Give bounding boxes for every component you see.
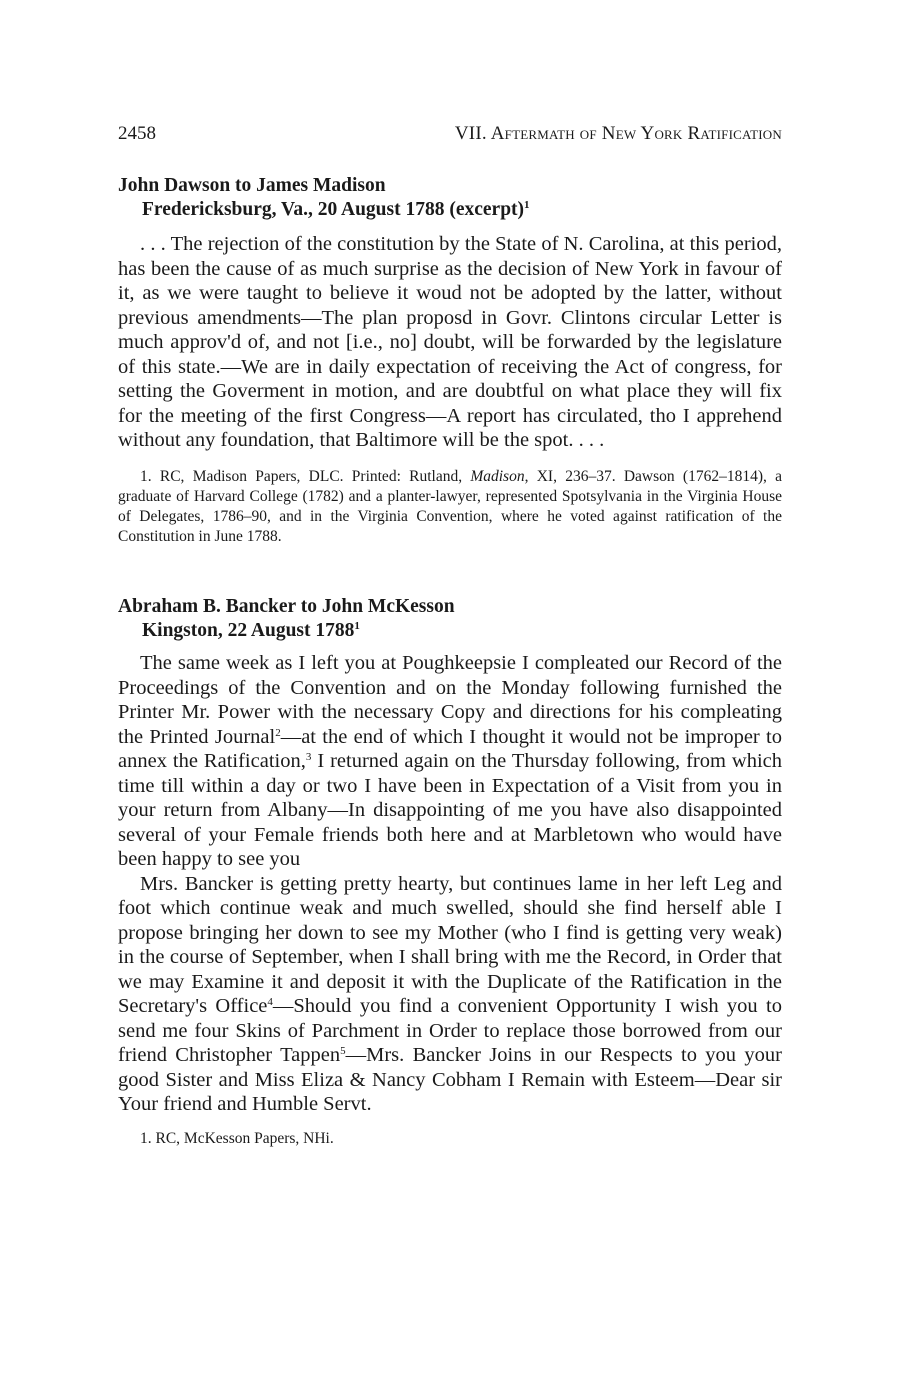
paragraph-text: —Should you find a convenient Opportunity I wish you to send me four Skins of Parchment in Order to replace those borrowed from our friend Christopher Tappen <box>118 995 782 1066</box>
footnote-marker: 5 <box>340 1045 346 1057</box>
letter-bancker-to-mckesson <box>118 595 782 1149</box>
footnote-marker: 3 <box>305 751 312 763</box>
letter-place-date <box>118 619 782 643</box>
letter-heading <box>118 174 782 222</box>
body-paragraph <box>118 651 782 872</box>
page-number: 2458 <box>118 123 156 144</box>
letter-body <box>118 651 782 1117</box>
paragraph-text: The same week as I left you at Poughkeepsie I compleated our Record of the Proceedings of the Convention and on the Monday following furnished the Printer Mr. Power with the necessary Copy and directions for his compleating the Printed Journal <box>118 652 782 748</box>
body-paragraph <box>118 872 782 1117</box>
letter-dawson-to-madison <box>118 174 782 547</box>
footnote-marker: 1 <box>524 199 530 211</box>
paragraph-text: I returned again on the Thursday following, from which time till within a day or two I have been in Expectation of a Visit from you in your return from Albany—In disappointing of me you have also disappointed several of your Female friends both here and at Marbletown who would have been happy to see you <box>118 750 782 870</box>
letter-body <box>118 232 782 453</box>
footnote-italic-title: Madison <box>470 467 525 485</box>
letter-place-date <box>118 198 782 222</box>
footnote <box>118 467 782 547</box>
letter-title: John Dawson to James Madison <box>118 175 386 196</box>
footnote: 1. RC, McKesson Papers, NHi. <box>140 1129 334 1147</box>
body-paragraph: . . . The rejection of the constitution by the State of N. Carolina, at this period, has been the cause of as much surprise as the decision of New York in favour of it, as we were taught to believe it woud not be adopted by the latter, without previous amendments—The plan proposd in Govr. Clintons circular Letter is much approv'd of, and not [i.e., no] doubt, will be forwarded by the legislature of this state.—We are in daily expectation of receiving the Act of congress, for setting the Goverment in motion, and are doubtful on what place they will fix for the meeting of the first Congress—A report has circulated, tho I apprehend without any foundation, that Baltimore will be the spot. . . . <box>118 233 782 451</box>
footnote-text: , XI, 236–37. Dawson (1762–1814), a graduate of Harvard College (1782) and a planter-lawyer, represented Spotsylvania in the Virginia House of Delegates, 1786–90, and in the Virginia Convention, where he voted against ratification of the Constitution in June 1788. <box>118 467 782 545</box>
footnote-marker: 1 <box>354 620 360 632</box>
footnote-marker: 4 <box>267 996 273 1008</box>
footnote-text: 1. RC, Madison Papers, DLC. Printed: Rutland, <box>140 467 471 485</box>
paragraph-text: Mrs. Bancker is getting pretty hearty, but continues lame in her left Leg and foot which continue weak and much swelled, should she find herself able I propose bringing her down to see my Mother (who I find is getting very weak) in the course of September, when I shall bring with me the Record, in Order that we may Examine it and deposit it with the Duplicate of the Ratification in the Secretary's Office <box>118 872 782 1017</box>
letter-heading <box>118 595 782 643</box>
paragraph-text: —at the end of which I thought it would not be improper to annex the Ratification, <box>118 725 782 772</box>
footnote-marker: 2 <box>275 726 281 739</box>
place-date-text: Kingston, 22 August 1788 <box>142 620 355 641</box>
paragraph-text: —Mrs. Bancker Joins in our Respects to you your good Sister and Miss Eliza & Nancy Cobham I Remain with Esteem—Dear sir Your friend and Humble Servt. <box>118 1044 782 1115</box>
letter-title: Abraham B. Bancker to John McKesson <box>118 596 455 617</box>
place-date-text: Fredericksburg, Va., 20 August 1788 (excerpt) <box>142 199 525 220</box>
section-title: VII. Aftermath of New York Ratification <box>454 123 782 144</box>
